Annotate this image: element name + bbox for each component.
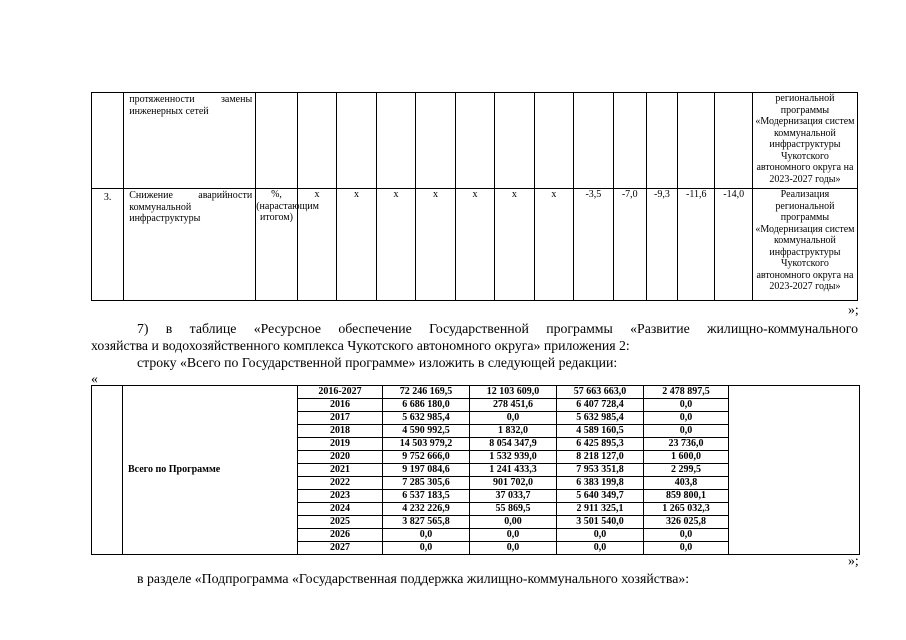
value-cell: -7,0	[613, 189, 646, 301]
funding-source-1-cell: 12 103 609,0	[470, 386, 557, 399]
unit-cell: %, (нарастающим итогом)	[256, 189, 298, 301]
table-cell	[715, 93, 752, 189]
year-cell: 2016-2027	[298, 386, 383, 399]
table-cell	[574, 93, 613, 189]
paragraph-subprogram: в разделе «Подпрограмма «Государственная поддержка жилищно-коммунального хозяйства»:	[137, 571, 690, 586]
table-cell	[534, 93, 573, 189]
funding-source-1-cell: 37 033,7	[470, 490, 557, 503]
paragraph-item-7-line-1: 7) в таблице «Ресурсное обеспечение Государственной программы «Развитие жилищно-коммунального	[137, 321, 858, 336]
year-cell: 2019	[298, 438, 383, 451]
funding-source-1-cell: 1 832,0	[470, 425, 557, 438]
funding-source-1-cell: 901 702,0	[470, 477, 557, 490]
year-cell: 2016	[298, 399, 383, 412]
funding-source-1-cell: 0,0	[470, 542, 557, 555]
table-cell	[256, 93, 298, 189]
paragraph-item-7-line-2: хозяйства и водохозяйственного комплекса Чукотского автономного округа» приложения 2:	[91, 338, 630, 353]
funding-source-3-cell: 0,0	[644, 399, 729, 412]
indicator-name-cell: протяженности замены инженерных сетей	[124, 93, 256, 189]
table-cell	[646, 93, 677, 189]
funding-source-1-cell: 8 054 347,9	[470, 438, 557, 451]
total-cell: 0,0	[383, 542, 470, 555]
funding-source-3-cell: 0,0	[644, 412, 729, 425]
year-cell: 2027	[298, 542, 383, 555]
funding-source-3-cell: 403,8	[644, 477, 729, 490]
funding-source-1-cell: 0,00	[470, 516, 557, 529]
note-cell: Реализация региональной программы «Модернизация систем коммунальной инфраструктуры Чукотского автономного округа на 2023-2027 годы»	[752, 189, 857, 301]
funding-source-2-cell: 8 218 127,0	[557, 451, 644, 464]
total-cell: 7 285 305,6	[383, 477, 470, 490]
program-total-label: Всего по Программе	[123, 386, 298, 555]
total-cell: 3 827 565,8	[383, 516, 470, 529]
year-cell: 2024	[298, 503, 383, 516]
funding-source-2-cell: 6 425 895,3	[557, 438, 644, 451]
funding-source-2-cell: 6 383 199,8	[557, 477, 644, 490]
value-cell: х	[337, 189, 376, 301]
funding-source-1-cell: 55 869,5	[470, 503, 557, 516]
funding-source-3-cell: 1 600,0	[644, 451, 729, 464]
funding-source-2-cell: 6 407 728,4	[557, 399, 644, 412]
table-cell	[416, 93, 455, 189]
value-cell: х	[376, 189, 415, 301]
year-cell: 2023	[298, 490, 383, 503]
year-cell: 2022	[298, 477, 383, 490]
value-cell: х	[534, 189, 573, 301]
funding-source-2-cell: 0,0	[557, 542, 644, 555]
year-cell: 2025	[298, 516, 383, 529]
table-row	[92, 189, 858, 301]
indicators-table	[91, 92, 858, 301]
table-cell	[376, 93, 415, 189]
total-cell: 14 503 979,2	[383, 438, 470, 451]
funding-source-1-cell: 278 451,6	[470, 399, 557, 412]
funding-source-2-cell: 5 640 349,7	[557, 490, 644, 503]
table-cell	[495, 93, 534, 189]
funding-source-2-cell: 2 911 325,1	[557, 503, 644, 516]
table-cell	[92, 93, 124, 189]
opening-quote: «	[91, 371, 98, 386]
value-cell: -3,5	[574, 189, 613, 301]
funding-source-2-cell: 5 632 985,4	[557, 412, 644, 425]
value-cell: -14,0	[715, 189, 752, 301]
closing-quote: »;	[848, 302, 859, 317]
year-cell: 2021	[298, 464, 383, 477]
funding-source-2-cell: 7 953 351,8	[557, 464, 644, 477]
indicator-name-cell: Снижение аварийности коммунальной инфраструктуры	[124, 189, 256, 301]
table-row	[92, 93, 858, 189]
table-cell	[678, 93, 715, 189]
table-cell	[613, 93, 646, 189]
table-row	[92, 386, 860, 399]
table-cell	[337, 93, 376, 189]
funding-source-3-cell: 23 736,0	[644, 438, 729, 451]
funding-source-3-cell: 0,0	[644, 425, 729, 438]
value-cell: х	[455, 189, 494, 301]
closing-quote: »;	[848, 553, 859, 568]
funding-source-2-cell: 0,0	[557, 529, 644, 542]
funding-source-1-cell: 0,0	[470, 412, 557, 425]
table-cell	[729, 386, 860, 555]
total-cell: 6 686 180,0	[383, 399, 470, 412]
funding-source-3-cell: 2 299,5	[644, 464, 729, 477]
value-cell: -9,3	[646, 189, 677, 301]
note-cell: региональной программы «Модернизация систем коммунальной инфраструктуры Чукотского автономного округа на 2023-2027 годы»	[752, 93, 857, 189]
funding-source-3-cell: 2 478 897,5	[644, 386, 729, 399]
resource-table	[91, 385, 860, 555]
value-cell: х	[495, 189, 534, 301]
funding-source-1-cell: 1 532 939,0	[470, 451, 557, 464]
funding-source-3-cell: 326 025,8	[644, 516, 729, 529]
total-cell: 9 752 666,0	[383, 451, 470, 464]
funding-source-3-cell: 0,0	[644, 529, 729, 542]
funding-source-3-cell: 1 265 032,3	[644, 503, 729, 516]
year-cell: 2026	[298, 529, 383, 542]
paragraph-instruction: строку «Всего по Государственной программе» изложить в следующей редакции:	[137, 355, 618, 370]
funding-source-2-cell: 57 663 663,0	[557, 386, 644, 399]
table-cell	[92, 386, 123, 555]
value-cell: х	[416, 189, 455, 301]
year-cell: 2018	[298, 425, 383, 438]
total-cell: 72 246 169,5	[383, 386, 470, 399]
total-cell: 9 197 084,6	[383, 464, 470, 477]
year-cell: 2020	[298, 451, 383, 464]
total-cell: 6 537 183,5	[383, 490, 470, 503]
value-cell: -11,6	[678, 189, 715, 301]
funding-source-3-cell: 859 800,1	[644, 490, 729, 503]
row-number-cell: 3.	[92, 189, 124, 301]
total-cell: 4 232 226,9	[383, 503, 470, 516]
funding-source-2-cell: 4 589 160,5	[557, 425, 644, 438]
funding-source-1-cell: 1 241 433,3	[470, 464, 557, 477]
funding-source-2-cell: 3 501 540,0	[557, 516, 644, 529]
funding-source-1-cell: 0,0	[470, 529, 557, 542]
value-cell: х	[297, 189, 336, 301]
table-cell	[455, 93, 494, 189]
funding-source-3-cell: 0,0	[644, 542, 729, 555]
year-cell: 2017	[298, 412, 383, 425]
total-cell: 5 632 985,4	[383, 412, 470, 425]
total-cell: 0,0	[383, 529, 470, 542]
table-cell	[297, 93, 336, 189]
total-cell: 4 590 992,5	[383, 425, 470, 438]
